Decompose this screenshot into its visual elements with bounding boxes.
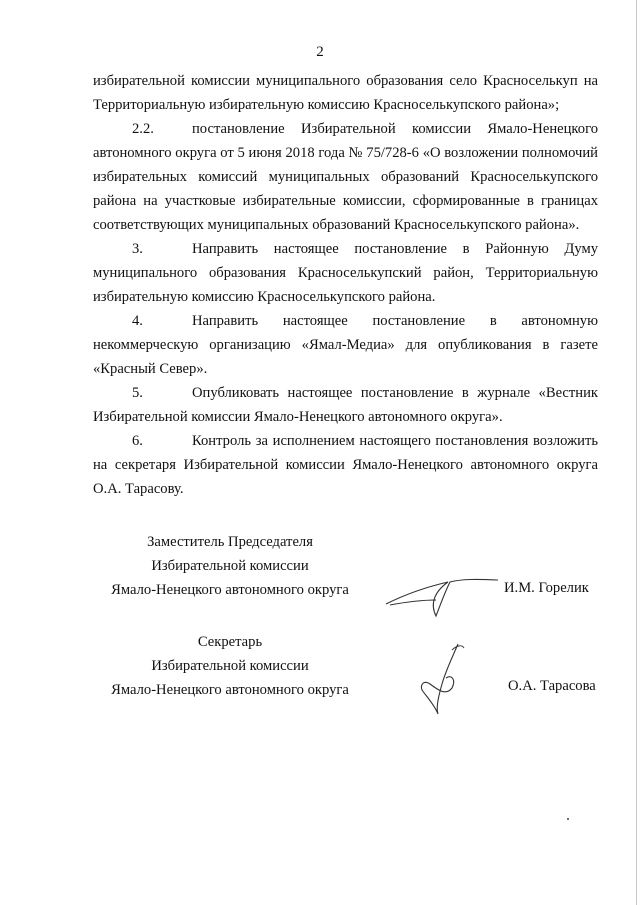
paragraph-number: 4. [132, 313, 143, 329]
paragraph-number: 2.2. [132, 121, 154, 137]
paragraph-4 [93, 309, 598, 381]
paragraph-text: избирательной комиссии муниципального образования село Красноселькуп на Территориальную избирательную комиссию Красноселькупского района»; [93, 73, 598, 113]
paragraph-number: 3. [132, 241, 143, 257]
body-text [93, 69, 598, 501]
paragraph-text: Направить настоящее постановление в Районную Думу муниципального образования Красноселькупский район, Территориальную избирательную комиссию Красноселькупского района. [93, 241, 598, 305]
page-number: 2 [316, 44, 324, 60]
paragraph-text: постановление Избирательной комиссии Ямало-Ненецкого автономного округа от 5 июня 2018 года № 75/728-6 «О возложении полномочий избирательных комиссий муниципальных образований Красноселькупского района на участковые избирательные комиссии, сформированные в границах соответствующих муниципальных образований Красноселькупского района». [93, 121, 598, 233]
page-edge-line [636, 0, 637, 905]
signature-title-line: Ямало-Ненецкого автономного округа [111, 582, 349, 598]
paragraph-5 [93, 381, 598, 429]
signature-name-gorelik: И.М. Горелик [504, 580, 589, 596]
paragraph-3 [93, 237, 598, 309]
paragraph-text: Направить настоящее постановление в автономную некоммерческую организацию «Ямал-Медиа» для опубликования в газете «Красный Север». [93, 313, 598, 377]
handwritten-signature-tarasova [412, 640, 472, 720]
paragraph-2-2 [93, 117, 598, 237]
handwritten-signature-gorelik [382, 570, 502, 620]
signature-name-tarasova: О.А. Тарасова [508, 678, 596, 694]
paragraph-continuation [93, 69, 598, 117]
paragraph-number: 5. [132, 385, 143, 401]
scan-speck [567, 818, 569, 820]
signature-title-line: Избирательной комиссии [151, 658, 309, 674]
signature-title-secretary [100, 630, 360, 702]
signature-title-deputy-chairman [100, 530, 360, 602]
paragraph-text: Опубликовать настоящее постановление в журнале «Вестник Избирательной комиссии Ямало-Ненецкого автономного округа». [93, 385, 598, 425]
signature-title-line: Избирательной комиссии [151, 558, 309, 574]
paragraph-text: Контроль за исполнением настоящего постановления возложить на секретаря Избирательной комиссии Ямало-Ненецкого автономного округа О.А. Тарасову. [93, 433, 598, 497]
paragraph-6 [93, 429, 598, 501]
signature-title-line: Заместитель Председателя [147, 534, 313, 550]
signature-title-line: Секретарь [197, 634, 263, 650]
paragraph-number: 6. [132, 433, 143, 449]
signature-title-line: Ямало-Ненецкого автономного округа [111, 682, 349, 698]
